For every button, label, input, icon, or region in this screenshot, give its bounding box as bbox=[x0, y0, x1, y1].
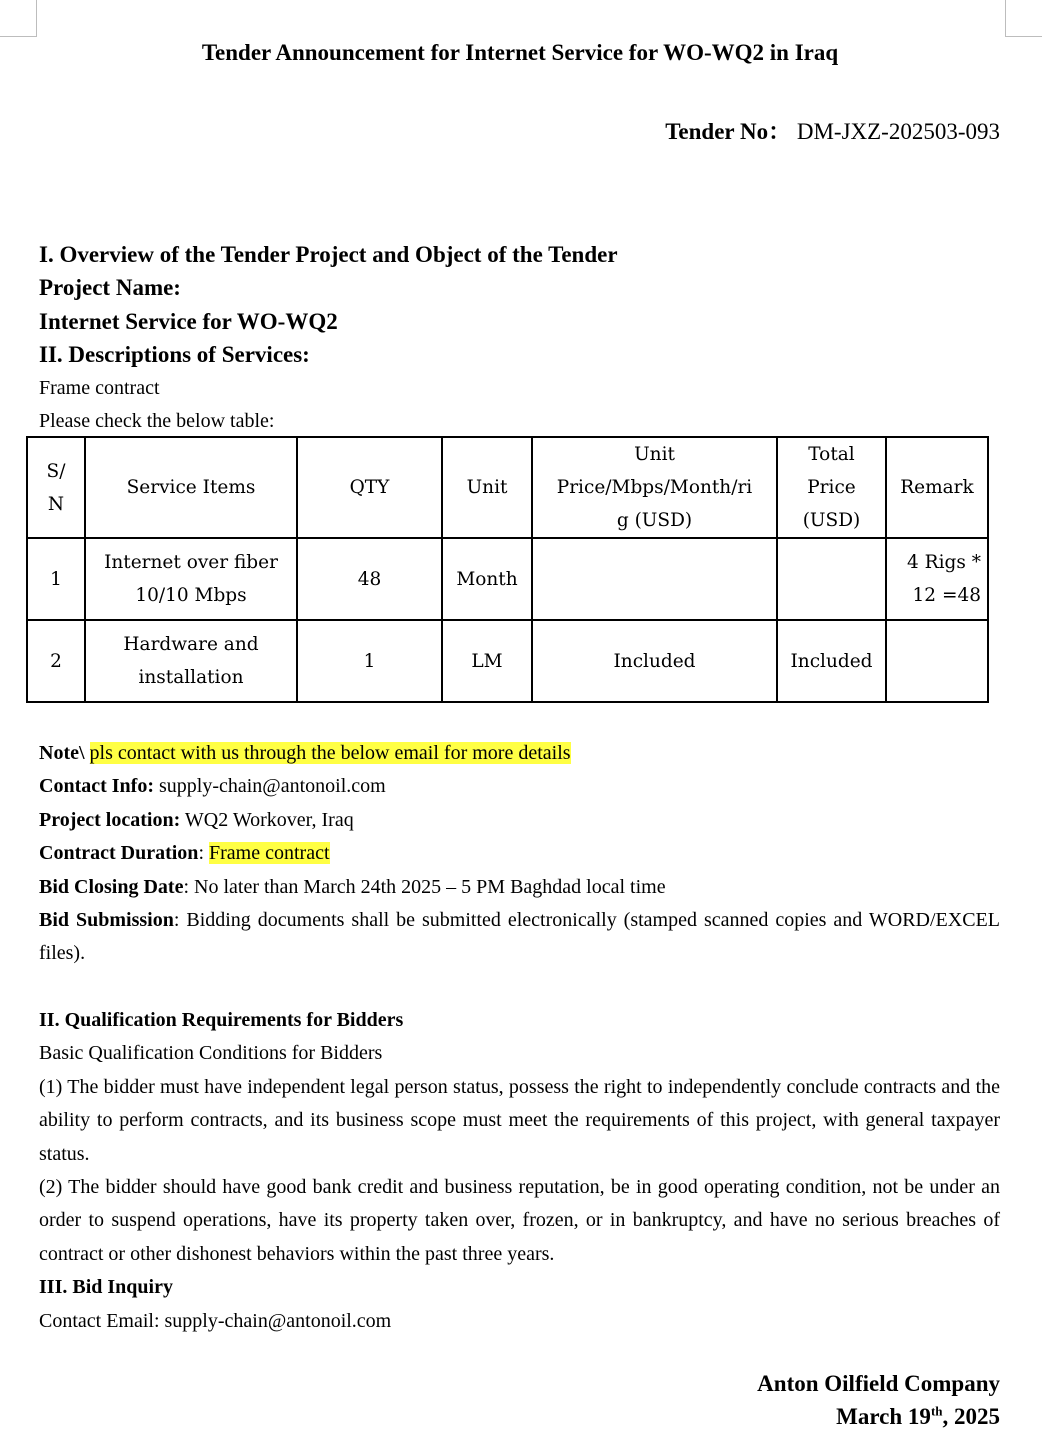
contact-info-value[interactable]: supply-chain@antonoil.com bbox=[159, 775, 386, 798]
cell-service-item: Internet over fiber 10/10 Mbps bbox=[85, 538, 297, 620]
services-table bbox=[26, 436, 989, 703]
tender-number bbox=[665, 113, 1000, 146]
cell-remark bbox=[886, 620, 988, 702]
overview-heading: I. Overview of the Tender Project and Object of the Tender bbox=[39, 242, 618, 267]
header-unit-price: Unit Price/Mbps/Month/ri g (USD) bbox=[532, 437, 777, 538]
cell-unit-price: Included bbox=[532, 620, 777, 702]
cell-qty: 1 bbox=[297, 620, 442, 702]
bid-closing-value: : No later than March 24th 2025 – 5 PM Baghdad local time bbox=[183, 875, 666, 898]
crop-mark-top-right bbox=[1005, 0, 1042, 37]
tender-number-label: Tender No： bbox=[665, 119, 792, 144]
cell-remark: 4 Rigs * 12 =48 bbox=[886, 538, 988, 620]
cell-qty: 48 bbox=[297, 538, 442, 620]
contract-duration-label: Contract Duration bbox=[39, 842, 199, 865]
bid-closing-label: Bid Closing Date bbox=[39, 875, 184, 898]
qualification-subheading: Basic Qualification Conditions for Bidders bbox=[39, 1042, 383, 1065]
bid-inquiry-heading: III. Bid Inquiry bbox=[39, 1276, 173, 1299]
header-qty: QTY bbox=[297, 437, 442, 538]
cell-service-item: Hardware and installation bbox=[85, 620, 297, 702]
descriptions-heading: II. Descriptions of Services: bbox=[39, 342, 310, 368]
cell-total-price: Included bbox=[777, 620, 886, 702]
table-row bbox=[27, 538, 988, 620]
contract-duration-line: Contract Duration: Frame contract bbox=[39, 842, 330, 865]
signature-block bbox=[757, 1367, 1000, 1433]
document-title: Tender Announcement for Internet Service for WO-WQ2 in Iraq bbox=[201, 40, 839, 65]
note-text: pls contact with us through the below email for more details bbox=[89, 742, 571, 764]
cell-sn: 1 bbox=[27, 538, 85, 620]
header-sn: S/ N bbox=[27, 437, 85, 538]
notes-section bbox=[39, 737, 1000, 971]
header-remark: Remark bbox=[886, 437, 988, 538]
contract-duration-value: Frame contract bbox=[209, 842, 330, 865]
cell-sn: 2 bbox=[27, 620, 85, 702]
cell-unit: LM bbox=[442, 620, 532, 702]
company-name: Anton Oilfield Company bbox=[757, 1371, 1000, 1396]
cell-total-price bbox=[777, 538, 886, 620]
signature-date bbox=[757, 1400, 1000, 1433]
qualification-heading: II. Qualification Requirements for Bidders bbox=[39, 1009, 404, 1031]
contact-email-line: Contact Email: supply-chain@antonoil.com bbox=[39, 1309, 392, 1332]
project-location-label: Project location: bbox=[39, 808, 181, 831]
header-unit: Unit bbox=[442, 437, 532, 538]
project-location-line bbox=[39, 804, 1000, 837]
header-service-items: Service Items bbox=[85, 437, 297, 538]
qualification-section bbox=[39, 1004, 1000, 1338]
table-row bbox=[27, 620, 988, 702]
overview-section bbox=[39, 238, 1000, 438]
note-line bbox=[39, 737, 1000, 770]
tender-number-value: DM-JXZ-202503-093 bbox=[796, 119, 1000, 144]
bid-submission-line bbox=[39, 904, 1000, 971]
crop-mark-top-left bbox=[0, 0, 37, 37]
table-header-row bbox=[27, 437, 988, 538]
qualification-item-1: (1) The bidder must have independent legal person status, possess the right to independently conclude contracts and the ability to perform contracts, and its business scope must meet the requirements of this project, with general taxpayer status. bbox=[39, 1075, 1000, 1165]
check-table-text: Please check the below table: bbox=[39, 410, 275, 433]
project-name: Internet Service for WO-WQ2 bbox=[39, 308, 338, 334]
bid-submission-label: Bid Submission bbox=[39, 909, 174, 932]
contact-info-label: Contact Info: bbox=[39, 775, 154, 798]
qualification-item-2: (2) The bidder should have good bank credit and business reputation, be in good operating condition, not be under an order to suspend operations, have its property taken over, frozen, or in bankruptcy, and have no serious breaches of contract or other dishonest behaviors within the past three years. bbox=[39, 1176, 1000, 1265]
bid-closing-line bbox=[39, 871, 1000, 904]
note-label: Note\ bbox=[39, 742, 85, 764]
project-location-value: WQ2 Workover, Iraq bbox=[184, 808, 354, 831]
contact-info-line bbox=[39, 770, 1000, 803]
date-sup: th bbox=[930, 1403, 943, 1419]
project-name-label: Project Name: bbox=[39, 275, 181, 301]
date-suffix: , 2025 bbox=[942, 1404, 1000, 1429]
cell-unit: Month bbox=[442, 538, 532, 620]
cell-unit-price bbox=[532, 538, 777, 620]
bid-submission-value: : Bidding documents shall be submitted electronically (stamped scanned copies and WORD/EXCEL files). bbox=[39, 909, 1000, 965]
frame-contract-text: Frame contract bbox=[39, 376, 160, 399]
date-prefix: March 19 bbox=[836, 1404, 931, 1429]
header-total-price: Total Price (USD) bbox=[777, 437, 886, 538]
